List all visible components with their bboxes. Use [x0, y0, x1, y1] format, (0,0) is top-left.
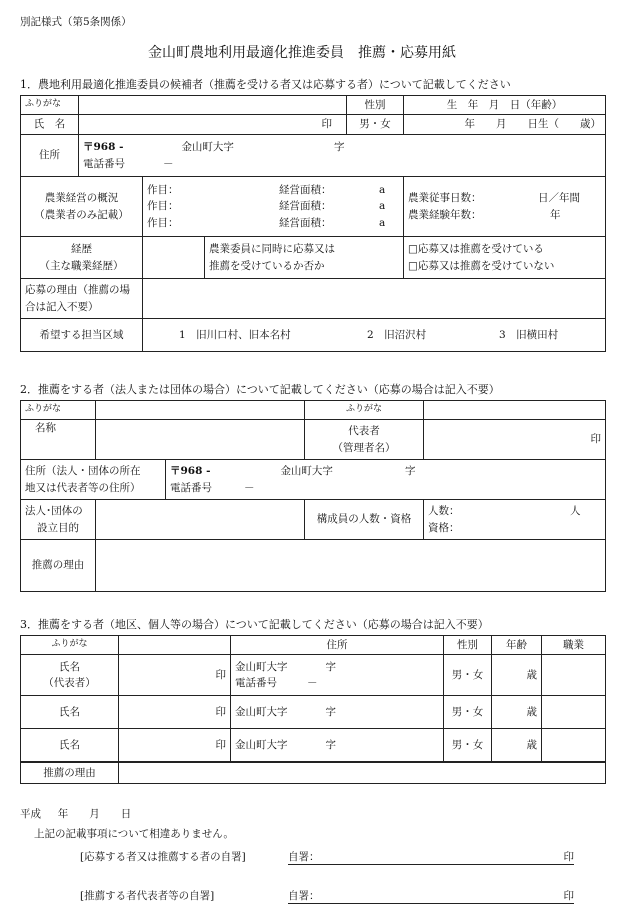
purpose-field[interactable] — [96, 500, 305, 540]
reason-label: 応募の理由（推薦の場 合は記入不要） — [21, 279, 143, 319]
confirmation-statement: 上記の記載事項について相違ありません。 — [34, 828, 234, 840]
furigana-label: ふりがな — [21, 96, 79, 115]
aza-text: 字 — [333, 141, 345, 154]
farm-crops-field[interactable]: 作目： 経営面積： a 作目： 経営面積： a 作目： 経営面積： a — [143, 177, 404, 237]
check-yes[interactable]: □応募又は推薦を受けている — [408, 243, 544, 256]
section-2-heading: 2．推薦をする者（法人または団体の場合）について記載してください（応募の場合は記入不要） — [20, 383, 500, 396]
signature-1-field[interactable]: 自署： 印 — [288, 851, 574, 863]
ind-seal-1: 印 — [215, 668, 226, 681]
ind-age-header: 年齢 — [492, 636, 542, 655]
ind-job-header: 職業 — [542, 636, 606, 655]
ind-name-label-2: 氏名 — [21, 696, 119, 729]
furigana-field[interactable] — [79, 96, 347, 115]
reason-field[interactable] — [143, 279, 606, 319]
ind-address-field-3[interactable]: 金山町大字 字 — [231, 729, 444, 762]
members-label: 構成員の人数・資格 — [305, 500, 424, 540]
address-label: 住所 — [21, 135, 79, 177]
ind-reason-table — [20, 762, 606, 784]
signature-2-field[interactable]: 自署： 印 — [288, 890, 574, 902]
check-no[interactable]: □応募又は推薦を受けていない — [408, 259, 555, 272]
org-phone-label: 電話番号 — [170, 481, 212, 494]
members-field[interactable]: 人数： 人 資格： — [424, 500, 606, 540]
ind-name-label-rep: 氏名 （代表者） — [21, 655, 119, 696]
ind-gender-2[interactable]: 男・女 — [444, 696, 492, 729]
ind-name-label-3: 氏名 — [21, 729, 119, 762]
section-1-heading: 1．農地利用最適化推進委員の候補者（推薦を受ける者又は応募する者）について記載してください — [20, 78, 511, 91]
org-furigana-field[interactable] — [96, 401, 305, 420]
phone-dash: － — [163, 157, 174, 170]
org-address-field[interactable] — [166, 460, 606, 500]
section-3-heading: 3．推薦をする者（地区、個人等の場合）について記載してください（応募の場合は記入不要） — [20, 618, 489, 631]
rep-name-field[interactable] — [424, 420, 606, 460]
town-text: 金山町大字 — [181, 141, 234, 154]
district-option-2[interactable]: 2 旧沼沢村 — [367, 328, 427, 341]
org-reason-label: 推薦の理由 — [21, 540, 96, 592]
date-line — [20, 806, 131, 821]
org-name-field[interactable] — [96, 420, 305, 460]
ind-name-field-1[interactable] — [119, 655, 231, 696]
rep-furigana-label: ふりがな — [305, 401, 424, 420]
org-recommender-table — [20, 400, 606, 592]
gender-label: 性別 — [347, 96, 404, 115]
farm-days-field[interactable]: 農業従事日数： 日／年間 農業経験年数： 年 — [404, 177, 606, 237]
name-label: 氏 名 — [21, 115, 79, 135]
sig-1-seal: 印 — [563, 851, 574, 863]
org-name-label: 名称 — [21, 420, 96, 460]
rep-label: 代表者 （管理者名） — [305, 420, 424, 460]
page-title: 金山町農地利用最適化推進委員 推薦・応募用紙 — [148, 45, 456, 61]
candidate-table — [20, 95, 606, 352]
ind-seal-2: 印 — [215, 705, 226, 718]
ind-furigana-field[interactable] — [119, 636, 231, 655]
sig-2-seal: 印 — [563, 890, 574, 902]
ind-reason-label: 推薦の理由 — [21, 763, 119, 784]
ind-job-1[interactable] — [542, 655, 606, 696]
address-field[interactable] — [79, 135, 606, 177]
district-option-1[interactable]: 1 旧川口村、旧本名村 — [179, 328, 291, 341]
ind-address-field-2[interactable]: 金山町大字 字 — [231, 696, 444, 729]
individual-recommender-table — [20, 635, 606, 762]
farm-overview-label: 農業経営の概況 （農業者のみ記載） — [21, 177, 143, 237]
rep-seal-mark: 印 — [590, 433, 602, 446]
ind-reason-field[interactable] — [119, 763, 606, 784]
seal-mark: 印 — [321, 118, 332, 131]
ind-age-1[interactable]: 歳 — [492, 655, 542, 696]
rep-furigana-field[interactable] — [424, 401, 606, 420]
district-option-3[interactable]: 3 旧横田村 — [499, 328, 559, 341]
ind-gender-3[interactable]: 男・女 — [444, 729, 492, 762]
date-text[interactable]: 年 月 日 — [57, 808, 132, 820]
org-furigana-label: ふりがな — [21, 401, 96, 420]
org-aza-text: 字 — [404, 465, 416, 478]
phone-label: 電話番号 — [83, 157, 125, 170]
ind-furigana-label: ふりがな — [21, 636, 119, 655]
ind-job-2[interactable] — [542, 696, 606, 729]
purpose-label: 法人･団体の 設立目的 — [21, 500, 96, 540]
ind-age-3[interactable]: 歳 — [492, 729, 542, 762]
ind-age-2[interactable]: 歳 — [492, 696, 542, 729]
org-reason-field[interactable] — [96, 540, 606, 592]
birth-header: 生 年 月 日（年齢） — [404, 96, 606, 115]
ind-seal-3: 印 — [215, 738, 226, 751]
ind-gender-header: 性別 — [444, 636, 492, 655]
org-postal-code: 〒968 - — [170, 465, 211, 478]
header-note: 別記様式（第5条関係） — [20, 16, 132, 28]
birth-field[interactable]: 年 月 日生（ 歳） — [404, 115, 606, 135]
name-field[interactable] — [79, 115, 347, 135]
district-options[interactable] — [143, 319, 606, 352]
org-town-text: 金山町大字 — [280, 465, 333, 478]
simultaneous-checkboxes[interactable] — [404, 237, 606, 279]
district-label: 希望する担当区域 — [21, 319, 143, 352]
era-text: 平成 — [20, 808, 41, 820]
career-label: 経歴 （主な職業経歴） — [21, 237, 143, 279]
signature-2-label: [推薦する者代表者等の自署] — [80, 890, 215, 902]
signature-1-label: [応募する者又は推薦する者の自署] — [80, 851, 246, 863]
ind-job-3[interactable] — [542, 729, 606, 762]
ind-address-field-1[interactable]: 金山町大字 字 電話番号 － — [231, 655, 444, 696]
ind-gender-1[interactable]: 男・女 — [444, 655, 492, 696]
ind-name-field-2[interactable] — [119, 696, 231, 729]
org-phone-dash: － — [244, 481, 255, 494]
ind-name-field-3[interactable] — [119, 729, 231, 762]
ind-address-header: 住所 — [231, 636, 444, 655]
gender-options[interactable]: 男・女 — [347, 115, 404, 135]
org-address-label: 住所（法人・団体の所在 地又は代表者等の住所） — [21, 460, 166, 500]
simultaneous-label: 農業委員に同時に応募又は 推薦を受けているか否か — [205, 237, 404, 279]
career-field[interactable] — [143, 237, 205, 279]
postal-code: 〒968 - — [83, 141, 124, 154]
